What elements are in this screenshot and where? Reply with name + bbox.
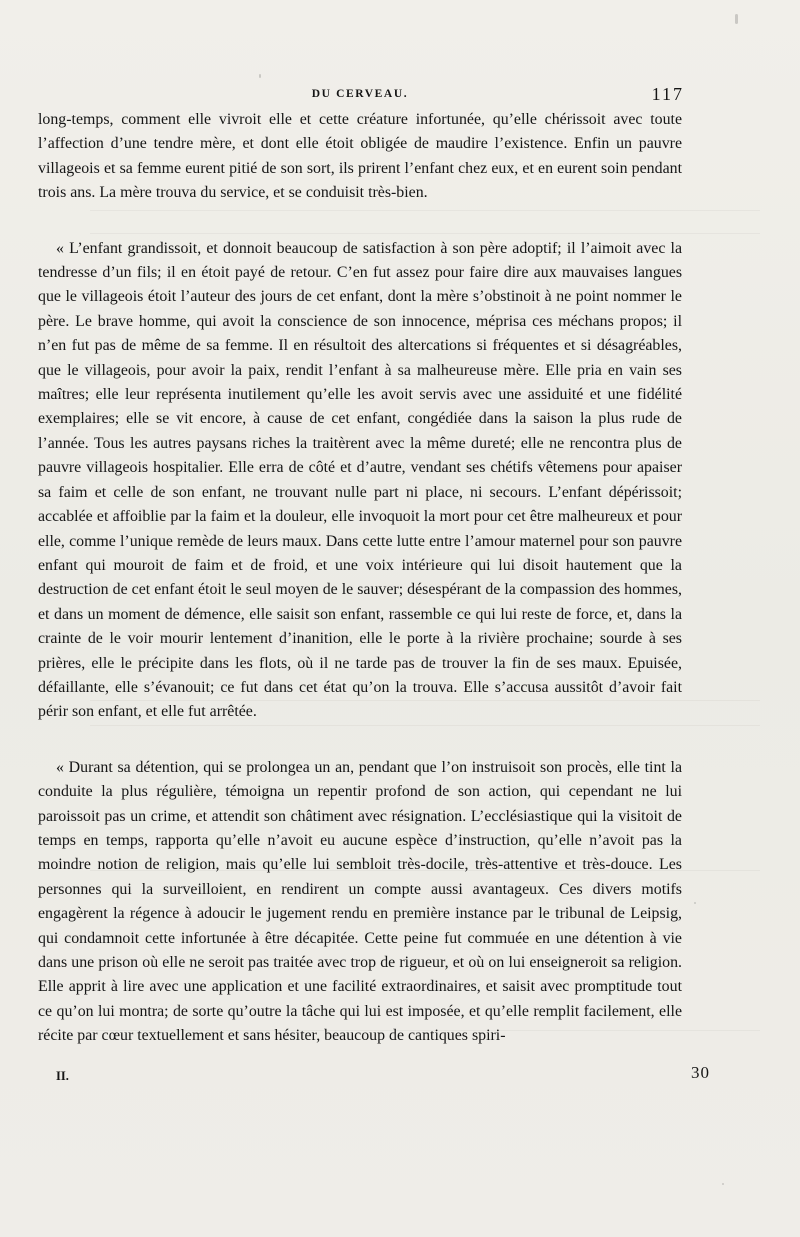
paper-speck [259, 74, 261, 78]
page-header [38, 84, 684, 108]
signature-mark-right: 30 [691, 1063, 710, 1082]
paper-speck [735, 14, 738, 24]
signature-mark-left: II. [56, 1069, 69, 1083]
page-body [38, 108, 682, 1049]
running-head: DU CERVEAU. [311, 88, 409, 100]
paper-speck [694, 902, 696, 904]
paper-speck [722, 1183, 724, 1185]
paragraph: « L’enfant grandissoit, et donnoit beaucoup de satisfaction à son père adoptif; il l’aimoit avec la tendresse d’un fils; il en étoit payé de retour. C’en fut assez pour faire dire aux mauvaises langues que le villageois étoit l’auteur des jours de cet enfant, dont la mère s’obstinoit à ne point nommer le père. Le brave homme, qui avoit la conscience de son innocence, méprisa ces méchans propos; il n’en fut pas de même de sa femme. Il en résultoit des altercations si fréquentes et si désagréables, que le villageois, pour avoir la paix, rendit l’enfant à sa malheureuse mère. Elle pria en vain ses maîtres; elle leur représenta inutilement qu’elle les avoit servis avec une assiduité et une fidélité exemplaires; elle se vit encore, à cause de cet enfant, congédiée dans la saison la plus rude de l’année. Tous les autres paysans riches la traitèrent avec la même dureté; elle ne rencontra plus de pauvre villageois hospitalier. Elle erra de côté et d’autre, vendant ses chétifs vêtemens pour apaiser sa faim et celle de son enfant, ne trouvant nulle part ni place, ni secours. L’enfant dépérissoit; accablée et affoiblie par la faim et la douleur, elle invoquoit la mort pour cet être malheureux et pour elle, comme l’unique remède de leurs maux. Dans cette lutte entre l’amour maternel pour son pauvre enfant qui mouroit de faim et de froid, et une voix intérieure qui lui disoit hautement que la destruction de cet enfant étoit le seul moyen de le sauver; désespérant de la compassion des hommes, et dans un moment de démence, elle saisit son enfant, rassemble ce qui lui reste de force, et, dans la crainte de le voir mourir lentement d’inanition, elle le porte à la rivière prochaine; sourde à ses prières, elle le précipite dans les flots, où il ne tarde pas de trouver la fin de ses maux. Epuisée, défaillante, elle s’évanouit; ce fut dans cet état qu’on la trouva. Elle s’accusa aussitôt d’avoir fait périr son enfant, et elle fut arrêtée. [38, 239, 682, 721]
paragraph: long-temps, comment elle vivroit elle et cette créature infortunée, qu’elle chérissoit avec toute l’affection d’une tendre mère, et dont elle étoit obligée de maudire l’existence. Enfin un pauvre villageois et sa femme eurent pitié de son sort, ils prirent l’enfant chez eux, et en eurent soin pendant trois ans. La mère trouva du service, et se conduisit très-bien. [38, 111, 682, 202]
page-number: 117 [651, 84, 684, 104]
page-footer [56, 1063, 710, 1083]
paragraph: « Durant sa détention, qui se prolongea un an, pendant que l’on instruisoit son procès, elle tint la conduite la plus régulière, témoigna un repentir profond de son action, qui cependant ne lui paroissoit pas un crime, et attendit son châtiment avec résignation. L’ecclésiastique qui la visitoit de temps en temps, rapporta qu’elle n’avoit eu aucune espèce d’instruction, qu’elle n’avoit pas la moindre notion de religion, mais qu’elle lui sembloit très-docile, très-attentive et très-douce. Les personnes qui la surveilloient, en rendirent un compte aussi avantageux. Ces divers motifs engagèrent la régence à adoucir le jugement rendu en première instance par le tribunal de Leipsig, qui condamnoit cette infortunée à être décapitée. Cette peine fut commuée en une détention à vie dans une prison où elle ne seroit pas traitée avec trop de rigueur, et où on lui enseigneroit sa religion. Elle apprit à lire avec une application et une facilité extraordinaires, et saisit avec promptitude tout ce qu’on lui montra; de sorte qu’outre la tâche qui lui est imposée, et qu’elle remplit facilement, elle récite par cœur textuellement et sans hésiter, beaucoup de cantiques spiri- [38, 758, 682, 1045]
